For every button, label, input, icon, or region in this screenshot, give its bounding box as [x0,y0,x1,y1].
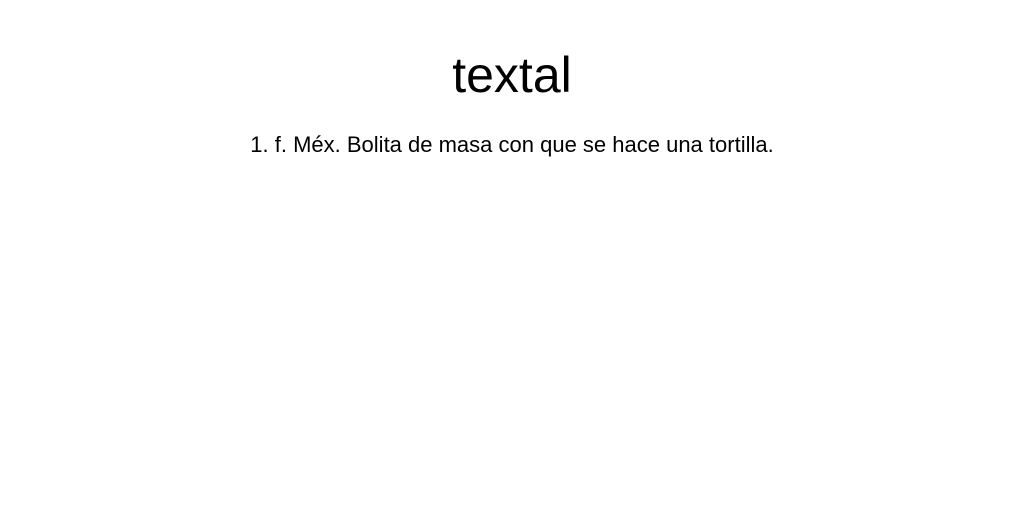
headword: textal [452,47,572,103]
definition-1: 1. f. Méx. Bolita de masa con que se hace una tortilla. [250,132,774,157]
